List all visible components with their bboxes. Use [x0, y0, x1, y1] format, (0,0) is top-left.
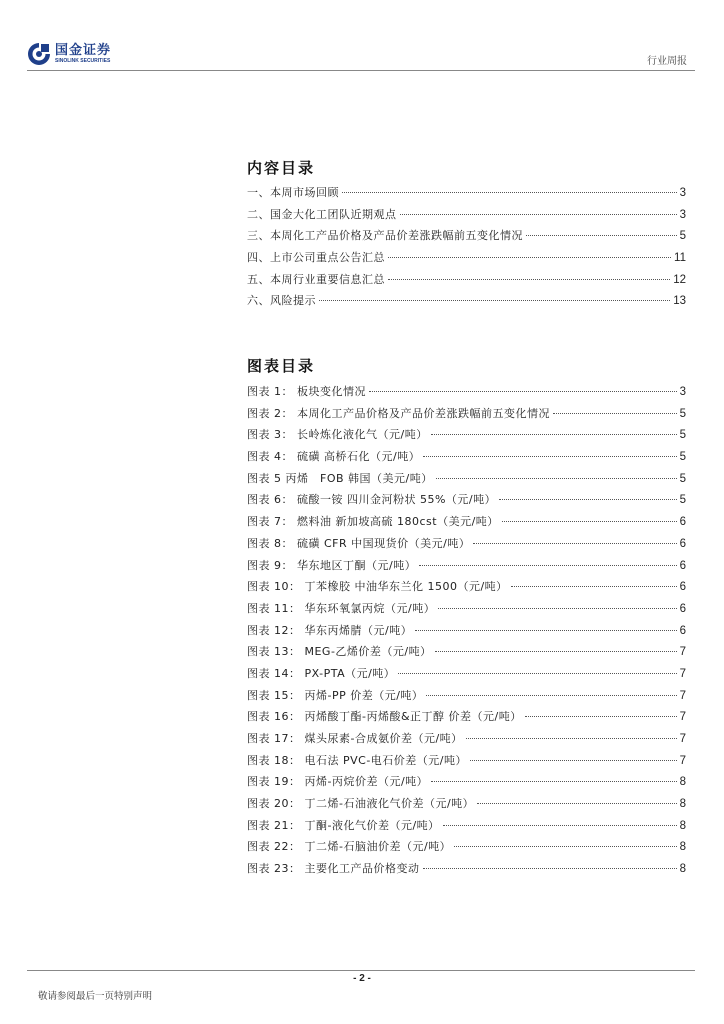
figure-entry-page: 6 — [679, 581, 686, 594]
dot-leader — [499, 499, 676, 500]
figure-entry-page: 8 — [679, 841, 686, 854]
figure-entry-page: 6 — [679, 537, 686, 550]
figure-entry-label: 图表 2： 本周化工产品价格及产品价差涨跌幅前五变化情况 — [247, 406, 550, 420]
dot-leader — [553, 413, 677, 414]
contents-entry[interactable] — [247, 184, 686, 206]
dot-leader — [454, 846, 676, 847]
contents-entry-label: 五、本周行业重要信息汇总 — [247, 272, 385, 286]
figure-entry[interactable] — [247, 708, 686, 730]
dot-leader — [466, 738, 677, 739]
contents-entry-label: 三、本周化工产品价格及产品价差涨跌幅前五变化情况 — [247, 229, 523, 243]
header-divider — [27, 70, 695, 71]
dot-leader — [435, 651, 677, 652]
figure-entry-page: 5 — [679, 451, 686, 464]
figure-entry-page: 5 — [679, 494, 686, 507]
figure-entry-page: 6 — [679, 602, 686, 615]
sinolink-logo-icon — [27, 42, 51, 66]
figure-entry-label: 图表 3： 长岭炼化液化气（元/吨） — [247, 428, 428, 442]
figure-entry[interactable] — [247, 817, 686, 839]
dot-leader — [415, 630, 676, 631]
contents-list — [247, 184, 686, 314]
figure-entry-label: 图表 9： 华东地区丁酮（元/吨） — [247, 558, 417, 572]
dot-leader — [398, 673, 676, 674]
figure-entry-label: 图表 12： 华东丙烯腈（元/吨） — [247, 623, 413, 637]
figure-entry[interactable] — [247, 622, 686, 644]
dot-leader — [470, 760, 677, 761]
dot-leader — [388, 257, 671, 258]
figure-entry-label: 图表 19： 丙烯-丙烷价差（元/吨） — [247, 775, 429, 789]
figure-entry-page: 8 — [679, 863, 686, 876]
contents-entry-page: 3 — [679, 187, 686, 199]
figure-entry-page: 6 — [679, 624, 686, 637]
dot-leader — [473, 543, 676, 544]
figure-entry-label: 图表 5 丙烯 FOB 韩国（美元/吨） — [247, 471, 433, 485]
figure-entry-label: 图表 4： 硫磺 高桥石化（元/吨） — [247, 450, 421, 464]
figure-entry-label: 图表 23： 主要化工产品价格变动 — [247, 862, 420, 876]
contents-entry[interactable] — [247, 206, 686, 228]
figure-entry-label: 图表 17： 煤头尿素-合成氨价差（元/吨） — [247, 732, 463, 745]
figure-entry-page: 5 — [679, 407, 686, 420]
figure-entry-label: 图表 21： 丁酮-液化气价差（元/吨） — [247, 818, 440, 832]
figure-entry-label: 图表 18： 电石法 PVC-电石价差（元/吨） — [247, 753, 467, 767]
figure-entry-page: 6 — [679, 559, 686, 572]
figure-entry[interactable] — [247, 383, 686, 405]
figure-entry[interactable] — [247, 535, 686, 557]
figure-entry[interactable] — [247, 405, 686, 427]
figure-entry-label: 图表 13： MEG-乙烯价差（元/吨） — [247, 645, 432, 659]
figure-entry-page: 3 — [679, 386, 686, 398]
figure-entry-page: 7 — [679, 689, 686, 702]
figure-entry-label: 图表 7： 燃料油 新加坡高硫 180cst（美元/吨） — [247, 515, 499, 529]
contents-entry[interactable] — [247, 271, 686, 293]
footer-divider — [27, 970, 695, 971]
figures-title: 图表目录 — [247, 357, 316, 375]
contents-entry-label: 四、上市公司重点公告汇总 — [247, 251, 385, 265]
dot-leader — [502, 521, 677, 522]
contents-entry-page: 13 — [673, 295, 686, 308]
contents-title: 内容目录 — [247, 159, 316, 177]
figure-entry[interactable] — [247, 795, 686, 817]
figure-entry-label: 图表 6： 硫酸一铵 四川金河粉状 55%（元/吨） — [247, 493, 497, 507]
figure-entry[interactable] — [247, 860, 686, 882]
contents-entry-page: 12 — [673, 273, 686, 286]
figure-entry[interactable] — [247, 838, 686, 860]
figure-entry-page: 6 — [679, 516, 686, 529]
company-logo — [27, 42, 111, 66]
contents-entry-page: 5 — [679, 230, 686, 243]
disclaimer-text: 敬请参阅最后一页特别声明 — [38, 991, 153, 1002]
figure-entry[interactable] — [247, 491, 686, 513]
dot-leader — [423, 868, 677, 869]
figure-entry-label: 图表 15： 丙烯-PP 价差（元/吨） — [247, 688, 424, 702]
dot-leader — [426, 695, 676, 696]
figure-entry[interactable] — [247, 665, 686, 687]
figure-entry-page: 7 — [679, 711, 686, 724]
contents-entry-page: 11 — [674, 252, 686, 265]
figure-entry[interactable] — [247, 773, 686, 795]
figure-entry-label: 图表 11： 华东环氧氯丙烷（元/吨） — [247, 601, 436, 615]
contents-entry[interactable] — [247, 292, 686, 314]
figure-entry-page: 7 — [679, 733, 686, 745]
figure-entry[interactable] — [247, 752, 686, 774]
dot-leader — [431, 781, 676, 782]
dot-leader — [419, 565, 676, 566]
dot-leader — [388, 279, 670, 280]
logo-chinese-name: 国金证券 — [55, 42, 112, 58]
dot-leader — [436, 478, 677, 479]
figure-entry-page: 7 — [679, 646, 686, 659]
dot-leader — [431, 434, 677, 435]
dot-leader — [526, 235, 677, 236]
figure-entry-label: 图表 22： 丁二烯-石脑油价差（元/吨） — [247, 840, 452, 854]
figure-entry-page: 8 — [679, 819, 686, 832]
figure-entry-label: 图表 10： 丁苯橡胶 中油华东兰化 1500（元/吨） — [247, 580, 508, 594]
page-number: - 2 - — [353, 973, 371, 984]
figure-entry[interactable] — [247, 643, 686, 665]
dot-leader — [525, 716, 677, 717]
logo-english-name: SINOLINK SECURITIES — [55, 57, 111, 64]
figure-entry[interactable] — [247, 687, 686, 709]
figure-entry[interactable] — [247, 448, 686, 470]
contents-entry-page: 3 — [679, 208, 686, 221]
contents-entry-label: 二、国金大化工团队近期观点 — [247, 207, 397, 221]
figure-entry-label: 图表 14： PX-PTA（元/吨） — [247, 666, 396, 680]
figure-entry-label: 图表 1： 板块变化情况 — [247, 385, 366, 398]
figure-entry[interactable] — [247, 730, 686, 752]
page-header — [0, 0, 724, 80]
dot-leader — [477, 803, 676, 804]
figure-entry-page: 5 — [679, 472, 686, 485]
contents-entry-label: 六、风险提示 — [247, 294, 316, 308]
figure-entry[interactable] — [247, 426, 686, 448]
contents-entry[interactable] — [247, 227, 686, 249]
figure-entry-label: 图表 8： 硫磺 CFR 中国现货价（美元/吨） — [247, 536, 471, 550]
figure-entry[interactable] — [247, 578, 686, 600]
dot-leader — [342, 192, 677, 193]
figure-entry-page: 8 — [679, 798, 686, 811]
figure-entry-page: 7 — [679, 667, 686, 680]
figure-entry-page: 7 — [679, 754, 686, 767]
figure-entry[interactable] — [247, 470, 686, 492]
dot-leader — [423, 456, 676, 457]
contents-entry-label: 一、本周市场回顾 — [247, 186, 339, 199]
dot-leader — [511, 586, 677, 587]
figure-entry-page: 8 — [679, 776, 686, 789]
dot-leader — [438, 608, 676, 609]
figure-entry-page: 5 — [679, 429, 686, 442]
report-type-label: 行业周报 — [647, 56, 687, 67]
figure-entry[interactable] — [247, 513, 686, 535]
figure-entry-label: 图表 20： 丁二烯-石油液化气价差（元/吨） — [247, 797, 475, 811]
contents-entry[interactable] — [247, 249, 686, 271]
figure-entry[interactable] — [247, 600, 686, 622]
dot-leader — [443, 825, 677, 826]
dot-leader — [400, 214, 677, 215]
figure-entry[interactable] — [247, 557, 686, 579]
figures-list — [247, 383, 686, 882]
figure-entry-label: 图表 16： 丙烯酸丁酯-丙烯酸&正丁醇 价差（元/吨） — [247, 710, 522, 724]
dot-leader — [319, 300, 670, 301]
dot-leader — [369, 391, 677, 392]
